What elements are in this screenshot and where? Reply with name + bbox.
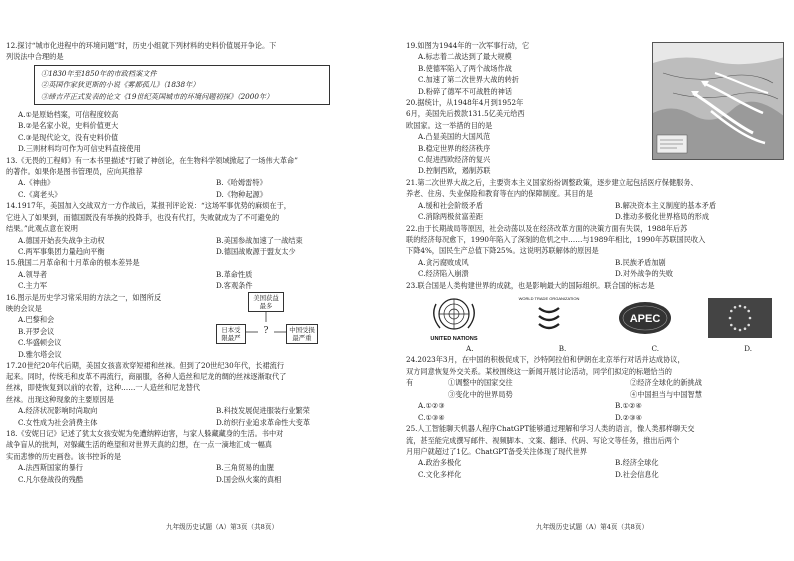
- q12-option-a[interactable]: A.①是原始档案，可信程度较高: [18, 110, 119, 120]
- q17-line-1: 17.20世纪20年代后期，美国女孩喜欢穿短裙和丝袜。但到了20世纪30年代，长裙流行: [6, 360, 285, 370]
- question-22: [406, 223, 790, 280]
- q24-inner-1: ①调整中的国家交往: [448, 378, 513, 388]
- q18-option-a[interactable]: A.法西斯国家的暴行: [18, 463, 83, 473]
- q17-option-c[interactable]: C.女性成为社会消费主体: [18, 417, 98, 427]
- q21-option-d[interactable]: D.推动多极化世界格局的形成: [615, 212, 710, 222]
- right-page: [406, 40, 790, 561]
- q20-line-3: 欧国家。这一举措的目的是: [406, 120, 493, 130]
- q13-option-c[interactable]: C.《离老头》: [18, 189, 62, 199]
- q21-line-2: 养老、住房、失业保险和教育等在内的保障制度。其目的是: [406, 189, 593, 199]
- q16-line-2: 映的会议是: [6, 303, 42, 313]
- q24-option-d[interactable]: D.②③④: [615, 412, 643, 422]
- q18-option-d[interactable]: D.国会纵火案的真相: [216, 474, 282, 484]
- q25-line-2: 流，甚至能完成撰写邮件、视频脚本、文案、翻译、代码、写论文等任务，推出后两个: [406, 435, 680, 445]
- q12-option-d[interactable]: D.三则材料均可作为可信史料直接使用: [18, 144, 141, 154]
- q14-line-2: 它进入了如果到，而德国既没有举换的投降手，也没有代打，失败就成为了不可避免的: [6, 212, 280, 222]
- q23-label-c[interactable]: C.: [651, 343, 659, 353]
- q17-option-b[interactable]: B.科技发展促进服装行业繁荣: [216, 406, 310, 416]
- question-20: [406, 97, 790, 177]
- q24-inner-4: ④中国担当与中国智慧: [630, 389, 702, 399]
- q25-option-c[interactable]: C.文化多样化: [418, 469, 462, 479]
- eu-flag-icon: [707, 296, 773, 340]
- q12-material-box: [34, 65, 330, 105]
- page-footer-right: 九年级历史试题（A）第4页（共8页）: [536, 522, 649, 531]
- q14-option-d[interactable]: D.德国战败源于盟友太少: [216, 246, 296, 256]
- wto-emblem-icon: [517, 294, 581, 342]
- q23-label-d[interactable]: D.: [744, 343, 752, 353]
- q17-line-3: 丝袜，即使恢复到以前的衣着，这种……一人造丝和尼龙替代: [6, 383, 201, 393]
- q23-option-labels: [406, 343, 790, 354]
- q21-line-1: 21.第二次世界大战之后，主要资本主义国家纷纷调整政策，逐步建立起包括医疗保健服务、: [406, 177, 698, 187]
- q14-line-3: 结果。”此观点意在说明: [6, 224, 78, 234]
- q18-option-b[interactable]: B.三角贸易的血腥: [216, 463, 274, 473]
- q17-option-d[interactable]: D.纺织行业追求革命性大变革: [216, 417, 311, 427]
- q16-line-1: 16.图示是历史学习常采用的方法之一，如图所反: [6, 292, 162, 302]
- q13-option-a[interactable]: A.《神曲》: [18, 178, 55, 188]
- q15-line-1: 15.俄国二月革命和十月革命的根本差异是: [6, 258, 140, 268]
- apec-emblem-icon: [613, 294, 677, 342]
- eu-flag-option[interactable]: [706, 296, 774, 340]
- q20-line-1: 20.据统计，从1948年4月到1952年: [406, 98, 524, 108]
- left-page: [6, 40, 392, 561]
- q15-option-c[interactable]: C.主力军: [18, 281, 48, 291]
- q20-option-b[interactable]: B.稳定世界的经济秩序: [418, 143, 491, 153]
- q17-option-a[interactable]: A.经济状况影响时尚取向: [18, 406, 98, 416]
- q17-line-4: 丝袜。出现这种现象的主要原因是: [6, 394, 114, 404]
- q20-option-d[interactable]: D.控制西欧，遏制苏联: [418, 166, 491, 176]
- q13-line-2: 的著作。如果你是图书管理员，应向其推荐: [6, 167, 143, 177]
- q15-option-a[interactable]: A.领导者: [18, 269, 48, 279]
- q23-label-b[interactable]: B.: [558, 343, 567, 353]
- question-15: [6, 257, 392, 291]
- q24-option-b[interactable]: B.①②④: [615, 401, 642, 411]
- q16-triangle-diagram: [216, 292, 316, 348]
- q22-option-b[interactable]: B.民族矛盾加剧: [615, 257, 666, 267]
- q22-line-2: 联的经济每况愈下，1990年陷入了深刻的危机之中……与1989年相比，1990年苏联国民收入: [406, 234, 706, 244]
- question-18: [6, 428, 392, 485]
- q25-line-1: 25.人工智能聊天机器人程序ChatGPT能够通过理解和学习人类的语言，像人类那样聊天交: [406, 424, 695, 434]
- apec-logo-text: APEC: [629, 312, 660, 325]
- q24-option-a[interactable]: A.①②③: [418, 401, 445, 411]
- q13-option-d[interactable]: D.《物种起源》: [216, 189, 267, 199]
- q18-line-2: 战争盲从的批判，对躲藏生活的绝望和对世界天真的幻想，在一点一滴地汇成一幅真: [6, 440, 272, 450]
- un-emblem-icon: [422, 294, 486, 342]
- wto-logo-option[interactable]: [515, 296, 583, 340]
- diagram-box-left: 日本受限最严: [216, 324, 246, 344]
- q19-option-d[interactable]: D.粉碎了德军不可战胜的神话: [418, 86, 513, 96]
- q12-option-b[interactable]: B.②是名家小说，史料价值更大: [18, 121, 119, 131]
- question-23: [406, 280, 790, 355]
- q24-option-c[interactable]: C.①③④: [418, 412, 445, 422]
- q22-option-c[interactable]: C.经济陷入崩溃: [418, 269, 469, 279]
- wto-logo-text: WORLD TRADE ORGANIZATION: [518, 295, 580, 301]
- question-24: [406, 354, 790, 423]
- q19-stem: 19.如图为1944年的一次军事行动，它: [406, 41, 530, 50]
- un-logo-option[interactable]: [420, 296, 488, 340]
- q12-line-1: 12.探讨“城市化进程中的环境问题”时，历史小组就下列材料的史料价值展开争论。下: [6, 41, 277, 50]
- q16-option-b[interactable]: B.开罗会议: [18, 326, 55, 336]
- q24-inner-2: ②经济全球化的新挑战: [630, 378, 702, 388]
- q21-option-a[interactable]: A.缓和社会阶级矛盾: [418, 200, 483, 210]
- q22-line-3: 下降4%，国民生产总值下降25%。这说明苏联解体的原因是: [406, 246, 599, 256]
- q12-material-2: ②英国作家狄更斯的小说《雾都孤儿》（1838年）: [41, 80, 200, 90]
- q14-option-a[interactable]: A.德国开始丧失战争主动权: [18, 235, 105, 245]
- q14-option-b[interactable]: B.美国参战加速了一战结束: [216, 235, 303, 245]
- q13-option-b[interactable]: B.《哈姆雷特》: [216, 178, 267, 188]
- q25-line-3: 月用户就超过了1亿。ChatGPT备受关注体现了现代世界: [406, 447, 587, 456]
- q18-line-3: 实而悲惨的历史画卷。该书控诉的是: [6, 451, 122, 461]
- q20-line-2: 6月，美国先后拨款131.5亿美元给西: [406, 109, 525, 119]
- diagram-box-top: 美国获益最多: [248, 292, 284, 312]
- question-21: [406, 177, 790, 223]
- q21-option-c[interactable]: C.消除两极贫富差距: [418, 212, 484, 222]
- q13-line-1: 13.《无畏的工程师》有一本书里描述“打破了神创论，在生物科学领域掀起了一场伟大革命”: [6, 155, 298, 165]
- q12-material-1: ①1830年至1850年的市政档案文件: [41, 68, 157, 78]
- q22-line-1: 22.由于长期战局等原因，社会动荡以及在经济改革方面的决策方面有失误，1988年后苏: [406, 223, 688, 233]
- question-12: [6, 40, 392, 155]
- q21-option-b[interactable]: B.解决资本主义制度的基本矛盾: [615, 200, 717, 210]
- q20-option-a[interactable]: A.凸显美国的大国风范: [418, 132, 491, 142]
- q15-option-d[interactable]: D.客观条件: [216, 281, 253, 291]
- q18-line-1: 18.《安妮日记》记述了犹太女孩安妮为免遭纳粹迫害，与家人躲藏藏身的生活。书中对: [6, 428, 284, 438]
- q25-option-b[interactable]: B.经济全球化: [615, 458, 659, 468]
- q16-option-c[interactable]: C.华盛顿会议: [18, 338, 62, 348]
- q23-line-1: 23.联合国是人类构建世界的成就，也是影响最大的国际组织。联合国的标志是: [406, 280, 655, 290]
- diagram-box-right: 中国受损最严重: [286, 324, 318, 344]
- q24-line-1: 24.2023年3月，在中国的积极促成下，沙特阿拉伯和伊朗在北京举行对话并达成协议，: [406, 355, 685, 365]
- q19-option-a[interactable]: A.标志着二战达到了最大规模: [418, 52, 512, 62]
- q19-option-c[interactable]: C.加速了第二次世界大战的转折: [418, 75, 519, 85]
- q22-option-d[interactable]: D.对外战争的失败: [615, 269, 674, 279]
- q12-material-3: ③缔吉芹正式发表的论文《19世纪英国城市的环境问题初探》（2000年）: [41, 91, 274, 101]
- q16-option-d[interactable]: D.雅尔塔会议: [18, 349, 62, 359]
- page-footer-left: 九年级历史试题（A）第3页（共8页）: [166, 522, 279, 531]
- question-13: [6, 155, 392, 201]
- q23-logo-row: [406, 291, 790, 343]
- q25-option-a[interactable]: A.政治多极化: [418, 458, 462, 468]
- q12-option-c[interactable]: C.③是现代论文，没有史料价值: [18, 132, 119, 142]
- q25-option-d[interactable]: D.社会信息化: [615, 469, 659, 479]
- q15-option-b[interactable]: B.革命性质: [216, 269, 253, 279]
- q16-option-a[interactable]: A.巴黎和会: [18, 315, 55, 325]
- question-17: [6, 360, 392, 428]
- q18-option-c[interactable]: C.凡尔登战役的残酷: [18, 474, 84, 484]
- q17-line-2: 起来。同时，传统毛和皮革不再流行，商丽服，各种人造丝和尼龙的绸的丝袜逐渐取代了: [6, 371, 287, 381]
- q14-option-c[interactable]: C.两军事集团力量趋向平衡: [18, 246, 105, 256]
- q24-line-2: 双方同意恢复外交关系。某校围绕这一新闻开展讨论活动，同学们拟定的标题恰当的: [406, 366, 672, 376]
- q20-option-c[interactable]: C.促进西欧经济的复兴: [418, 155, 491, 165]
- q24-inner-3: ③变化中的世界局势: [448, 389, 513, 399]
- q24-line-3: 有: [406, 377, 414, 387]
- diagram-box-center: ?: [258, 326, 274, 336]
- q12-line-2: 列说法中合理的是: [6, 52, 64, 62]
- q23-label-a[interactable]: A.: [466, 343, 474, 353]
- q19-option-b[interactable]: B.使德军陷入了两个战场作战: [418, 63, 512, 73]
- apec-logo-option[interactable]: [611, 296, 679, 340]
- q22-option-a[interactable]: A.贪污腐败成风: [418, 257, 469, 267]
- q14-line-1: 14.1917年，美国加入交战双方一方作战后，某报刊评论说：“这场军事优势的麻烦在于，: [6, 201, 291, 211]
- question-16: [6, 292, 392, 360]
- question-14: [6, 200, 392, 257]
- un-logo-text: UNITED NATIONS: [430, 335, 478, 342]
- question-25: [406, 423, 790, 480]
